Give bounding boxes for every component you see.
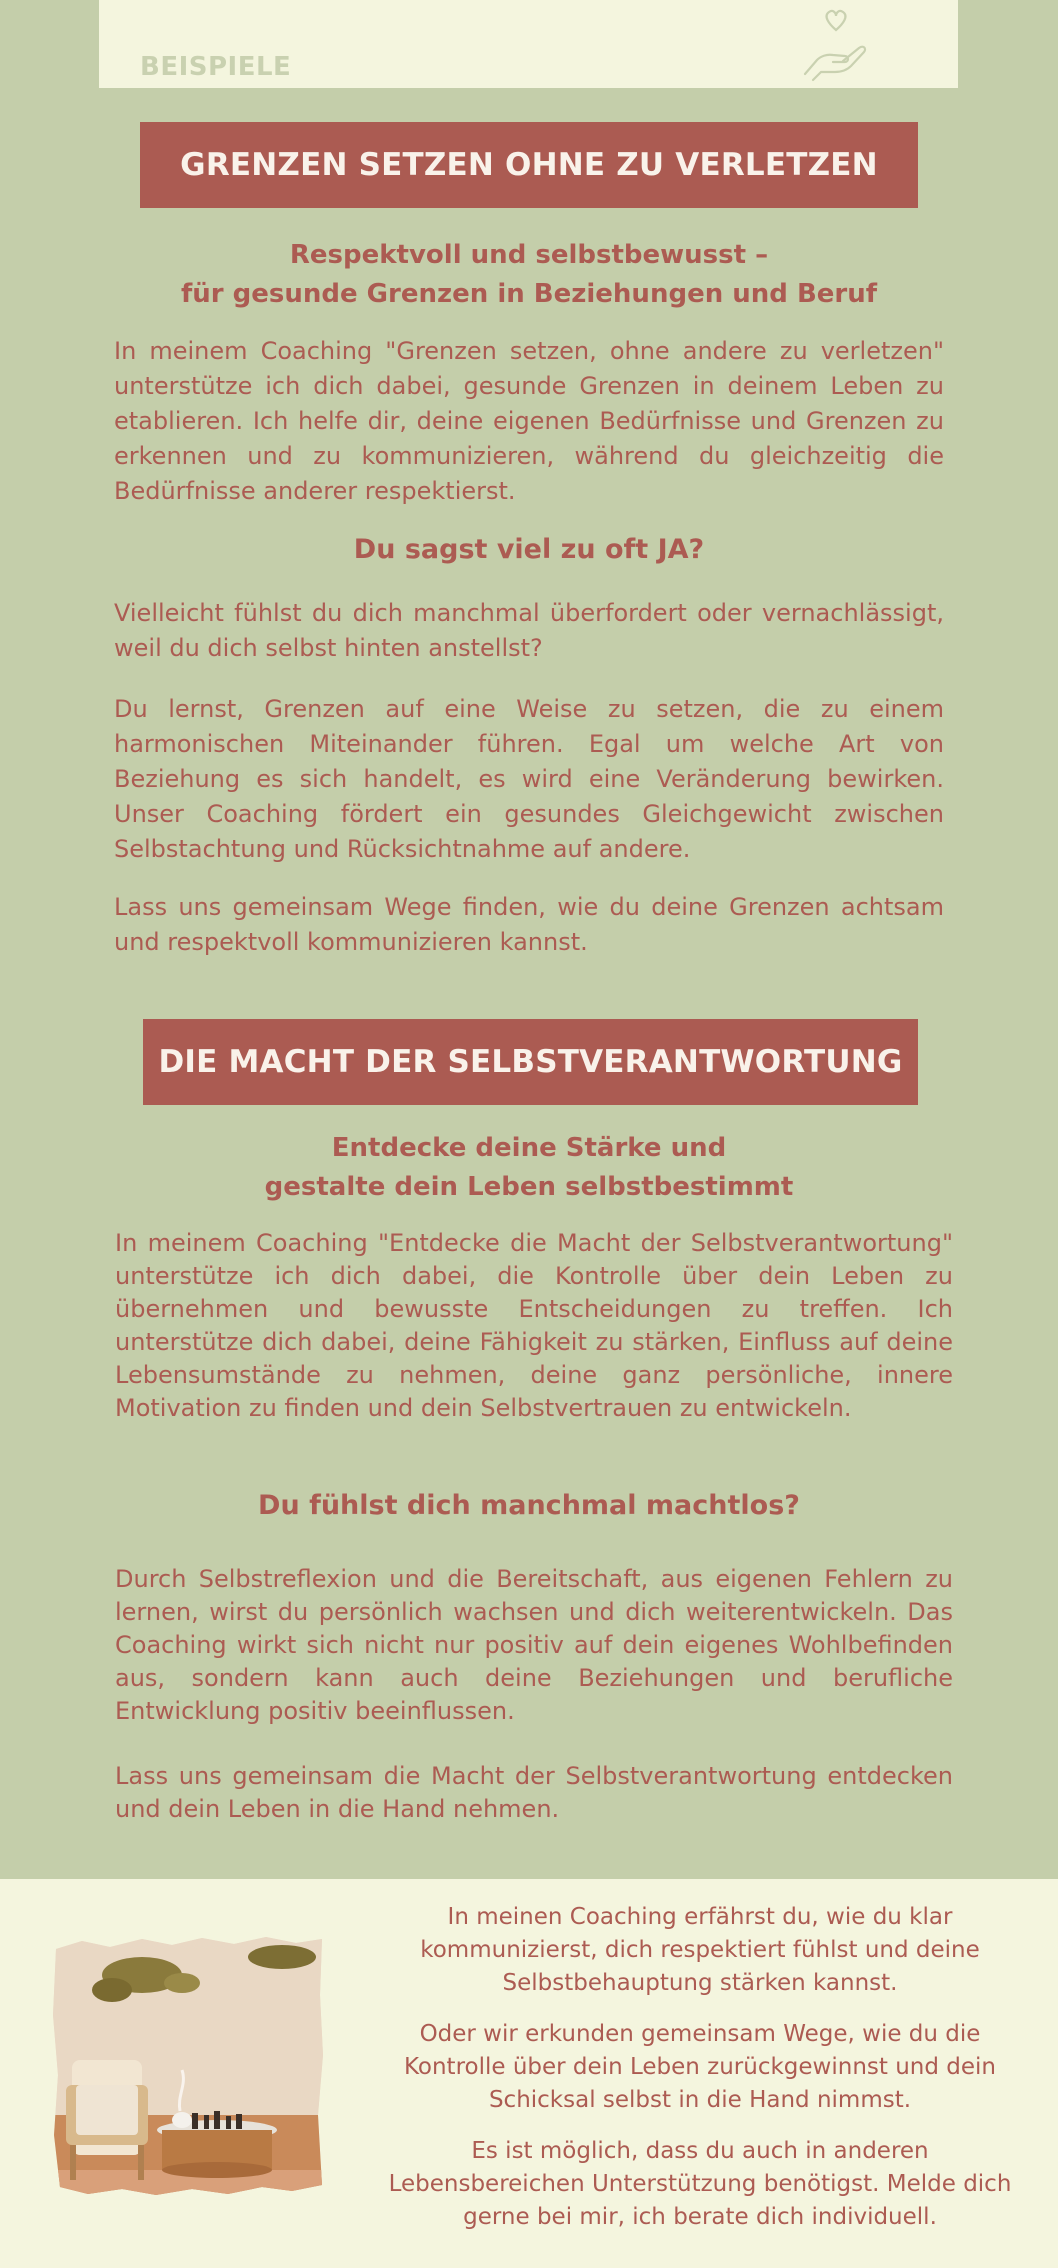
footer-paragraph-3: Es ist möglich, dass du auch in anderen Lebensbereichen Unterstützung benötigst. Melde dich gerne bei mir, ich berate dich individuell. [388,2138,1012,2230]
boundaries-paragraph-1: Vielleicht fühlst du dich manchmal überfordert oder vernachlässigt, weil du dich selbst hinten anstellst? [114,599,944,662]
boundaries-question: Du sagst viel zu oft JA? [353,534,705,565]
responsibility-intro: In meinem Coaching "Entdecke die Macht der Selbstverantwortung" unterstütze ich dich dabei, die Kontrolle über dein Leben zu übernehmen und bewusste Entscheidungen zu treffen. Ich unterstütze dich dabei, deine Fähigkeit zu stärken, Einfluss auf deine Lebensumstände zu nehmen, deine ganz persönliche, innere Motivation zu finden und dein Selbstvertrauen zu entwickeln. [115,1229,953,1422]
examples-label: BEISPIELE [140,52,292,82]
subtitle-line-1: Respektvoll und selbstbewusst – [289,240,769,270]
top-banner [99,0,958,88]
section-subtitle-responsibility [0,1129,1058,1207]
subtitle-line-2: für gesunde Grenzen in Beziehungen und Beruf [180,279,878,309]
subtitle-line-2: gestalte dein Leben selbstbestimmt [264,1172,794,1202]
living-room-photo [52,1935,324,2197]
footer-paragraph-1: In meinen Coaching erfährst du, wie du klar kommunizierst, dich respektiert fühlst und deine Selbstbehauptung stärken kannst. [420,1904,980,1996]
footer-paragraph-2: Oder wir erkunden gemeinsam Wege, wie du die Kontrolle über dein Leben zurückgewinnst und dein Schicksal selbst in die Hand nimmst. [403,2021,997,2113]
footer-text-block [370,1901,1030,2252]
section-subtitle-boundaries [0,236,1058,314]
boundaries-intro: In meinem Coaching "Grenzen setzen, ohne andere zu verletzen" unterstütze ich dich dabei, gesunde Grenzen in deinem Leben zu etablieren. Ich helfe dir, deine eigenen Bedürfnisse und Grenzen zu erkennen und zu kommunizieren, während du gleichzeitig die Bedürfnisse anderer respektierst. [114,337,944,505]
section-title-boundaries: GRENZEN SETZEN OHNE ZU VERLETZEN [140,122,918,208]
footer-panel [0,1879,1058,2268]
responsibility-question: Du fühlst dich manchmal machtlos? [258,1490,800,1521]
boundaries-paragraph-2: Du lernst, Grenzen auf eine Weise zu setzen, die zu einem harmonischen Miteinander führen. Egal um welche Art von Beziehung es sich handelt, es wird eine Veränderung bewirken. Unser Coaching fördert ein gesundes Gleichgewicht zwischen Selbstachtung und Rücksichtnahme auf andere. [114,695,944,863]
boundaries-paragraph-3: Lass uns gemeinsam Wege finden, wie du deine Grenzen achtsam und respektvoll kommunizieren kannst. [114,893,944,956]
heart-hand-icon [799,8,874,83]
subtitle-line-1: Entdecke deine Stärke und [331,1133,727,1163]
responsibility-paragraph-1: Durch Selbstreflexion und die Bereitschaft, aus eigenen Fehlern zu lernen, wirst du persönlich wachsen und dich weiterentwickeln. Das Coaching wirkt sich nicht nur positiv auf dein eigenes Wohlbefinden aus, sondern kann auch deine Beziehungen und berufliche Entwicklung positiv beeinflussen. [115,1565,953,1725]
responsibility-paragraph-2: Lass uns gemeinsam die Macht der Selbstverantwortung entdecken und dein Leben in die Hand nehmen. [115,1762,953,1823]
section-title-responsibility: DIE MACHT DER SELBSTVERANTWORTUNG [143,1019,918,1105]
